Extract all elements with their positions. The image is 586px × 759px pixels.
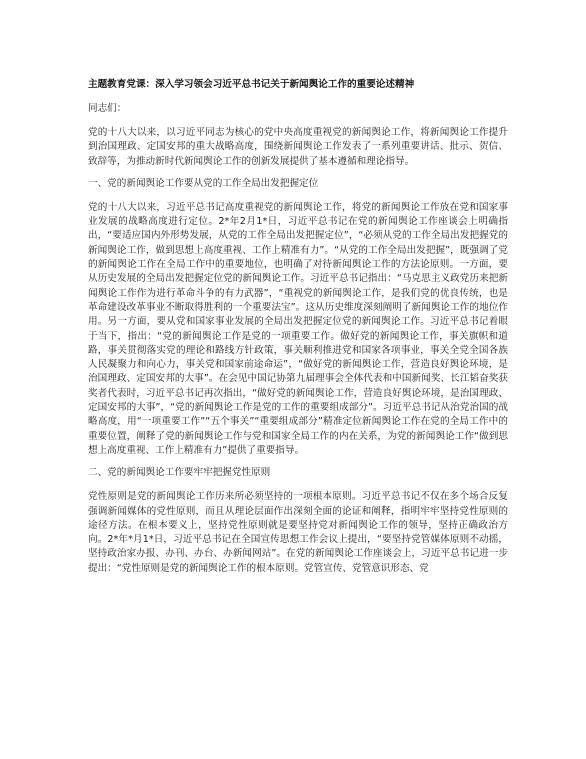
section-2-paragraph: 党性原则是党的新闻舆论工作历来所必须坚持的一项根本原则。习近平总书记不仅在多个场合反复强调新闻媒体的党性原则，而且从理论层面作出深刻全面的论证和阐释，指明牢牢坚持党性原则的途径方法。在根本要义上，坚持党性原则就是要坚持党对新闻舆论工作的领导，坚持正确政治方向。2*年*月1*日，习近平总书记在全国宣传思想工作会议上提出，“要坚持党管媒体原则不动摇，坚持政治家办报、办刊、办台、办新闻网站”。在党的新闻舆论工作座谈会上，习近平总书记进一步提出：“党性原则是党的新闻舆论工作的根本原则。党管宣传、党管意识形态、党 [88, 491, 508, 574]
document-page [88, 78, 508, 584]
section-2-heading: 二、党的新闻舆论工作要牢牢把握党性原则 [88, 467, 271, 479]
document-title: 主题教育党课：深入学习领会习近平总书记关于新闻舆论工作的重要论述精神 [88, 79, 415, 90]
section-1-heading: 一、党的新闻舆论工作要从党的工作全局出发把握定位 [88, 177, 319, 189]
intro-paragraph: 党的十八大以来，以习近平同志为核心的党中央高度重视党的新闻舆论工作，将新闻舆论工作提升到治国理政、定国安邦的重大战略高度，围绕新闻舆论工作发表了一系列重要讲话、批示、贺信、致辞等，为推动新时代新闻舆论工作的创新发展提供了基本遵循和理论指导。 [88, 127, 508, 167]
section-1-paragraph: 党的十八大以来，习近平总书记高度重视党的新闻舆论工作，将党的新闻舆论工作放在党和国家事业发展的战略高度进行定位。2*年2月1*日，习近平总书记在党的新闻舆论工作座谈会上明确指出，“要适应国内外形势发展，从党的工作全局出发把握定位”，“必须从党的工作全局出发把握党的新闻舆论工作，做到思想上高度重视、工作上精准有力”。“从党的工作全局出发把握”，既强调了党的新闻舆论工作在全局工作中的重要地位，也明确了对待新闻舆论工作的方法论原则。一方面，要从历史发展的全局出发把握定位党的新闻舆论工作。习近平总书记指出：“马克思主义政党历来把新闻舆论工作作为进行革命斗争的有力武器”，“重视党的新闻舆论工作，是我们党的优良传统，也是革命建设改革事业不断取得胜利的一个重要法宝”。这从历史维度深刻阐明了新闻舆论工作的地位作用。另一方面，要从党和国家事业发展的全局出发把握定位党的新闻舆论工作。习近平总书记着眼于当下，指出：“党的新闻舆论工作是党的一项重要工作。做好党的新闻舆论工作，事关旗帜和道路，事关贯彻落实党的理论和路线方针政策，事关顺利推进党和国家各项事业，事关全党全国各族人民凝聚力和向心力，事关党和国家前途命运”，“做好党的新闻舆论工作，营造良好舆论环境，是治国理政、定国安邦的大事”。在会见中国记协第九届理事会全体代表和中国新闻奖、长江韬奋奖获奖者代表时，习近平总书记再次指出，“做好党的新闻舆论工作，营造良好舆论环境，是治国理政、定国安邦的大事”，“党的新闻舆论工作是党的工作的重要组成部分”。习近平总书记从治党治国的战略高度，用“一项重要工作”“五个事关”“重要组成部分”精准定位新闻舆论工作在党的全局工作中的重要位置，阐释了党的新闻舆论工作与党和国家全局工作的内在关系，为党的新闻舆论工作“做到思想上高度重视、工作上精准有力”提供了重要指导。 [88, 201, 508, 456]
greeting: 同志们： [88, 103, 127, 114]
